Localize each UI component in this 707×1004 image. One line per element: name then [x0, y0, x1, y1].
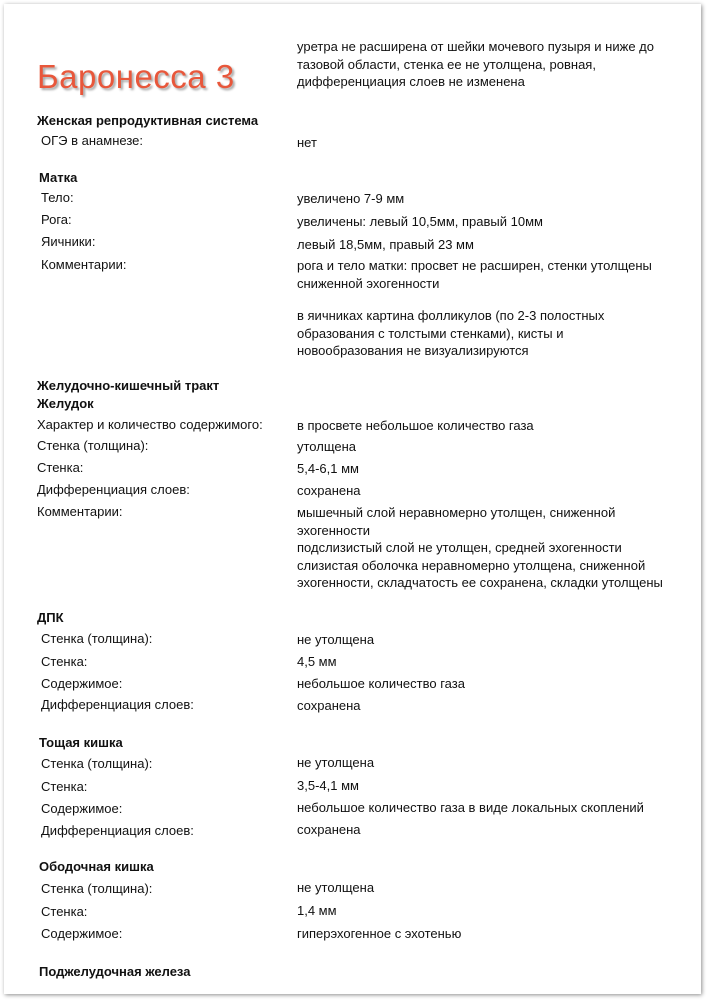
intro-text: уретра не расширена от шейки мочевого пузыря и ниже до тазовой области, стенка ее не утолщена, ровная, дифференциация слоев не изменена — [297, 39, 654, 89]
field-value: небольшое количество газа — [297, 676, 465, 691]
field-label: Стенка: — [41, 779, 88, 794]
field-value: увеличены: левый 10,5мм, правый 10мм — [297, 214, 543, 229]
field-label: Содержимое: — [41, 676, 123, 691]
field-value: сохранена — [297, 483, 361, 498]
field-label: Характер и количество содержимого: — [37, 417, 263, 432]
field-label: Стенка (толщина): — [41, 756, 153, 771]
field-label: Дифференциация слоев: — [41, 823, 194, 838]
field-label: ОГЭ в анамнезе: — [41, 133, 143, 148]
field-value: 1,4 мм — [297, 903, 337, 918]
field-value: 5,4-6,1 мм — [297, 461, 359, 476]
field-value: нет — [297, 135, 317, 150]
field-label: Дифференциация слоев: — [37, 482, 190, 497]
document-page — [4, 4, 701, 994]
field-value: гиперэхогенное с эхотенью — [297, 926, 462, 941]
field-label: Содержимое: — [41, 926, 123, 941]
field-value-comments-ovaries: в яичниках картина фолликулов (по 2-3 полостных образования с толстыми стенками), кисты и новообразования не визуализируются — [297, 308, 605, 358]
field-label: Комментарии: — [41, 257, 127, 272]
field-value: 3,5-4,1 мм — [297, 778, 359, 793]
field-label: Стенка (толщина): — [41, 881, 153, 896]
field-value: утолщена — [297, 439, 357, 454]
field-label: Комментарии: — [37, 504, 123, 519]
field-value: сохранена — [297, 822, 361, 837]
field-label: Стенка (толщина): — [37, 438, 149, 453]
section-subheading-stomach: Желудок — [37, 396, 94, 411]
field-value: в просвете небольшое количество газа — [297, 418, 534, 433]
field-label: Содержимое: — [41, 801, 123, 816]
field-label: Стенка: — [41, 654, 88, 669]
field-value: не утолщена — [297, 632, 375, 647]
section-heading-jejunum: Тощая кишка — [39, 735, 123, 750]
field-label: Яичники: — [41, 234, 96, 249]
document-title: Баронесса 3 — [37, 58, 235, 95]
section-heading-uterus: Матка — [39, 170, 78, 185]
field-label: Стенка: — [41, 904, 88, 919]
section-heading-gi: Желудочно-кишечный тракт — [37, 378, 220, 393]
field-label: Рога: — [41, 212, 72, 227]
section-heading-colon: Ободочная кишка — [39, 859, 154, 874]
section-heading-duodenum: ДПК — [37, 610, 64, 625]
field-label: Тело: — [41, 190, 74, 205]
field-value: не утолщена — [297, 880, 375, 895]
field-label: Стенка: — [37, 460, 84, 475]
field-value-comments: рога и тело матки: просвет не расширен, стенки утолщены сниженной эхогенности — [297, 258, 652, 291]
field-value: левый 18,5мм, правый 23 мм — [297, 237, 474, 252]
section-heading-pancreas: Поджелудочная железа — [39, 964, 191, 979]
field-value-comments: мышечный слой неравномерно утолщен, сниженной эхогенности подслизистый слой не утолщен, средней эхогенности слизистая оболочка неравномерно утолщена, сниженной эхогенности, складчатость ее сохранена, складки утолщены — [297, 505, 663, 590]
field-label: Стенка (толщина): — [41, 631, 153, 646]
field-value: не утолщена — [297, 755, 375, 770]
field-label: Дифференциация слоев: — [41, 697, 194, 712]
section-heading-reproductive: Женская репродуктивная система — [37, 113, 259, 128]
field-value: сохранена — [297, 698, 361, 713]
field-value: небольшое количество газа в виде локальных скоплений — [297, 800, 644, 815]
field-value: 4,5 мм — [297, 654, 337, 669]
field-value: увеличено 7-9 мм — [297, 191, 405, 206]
